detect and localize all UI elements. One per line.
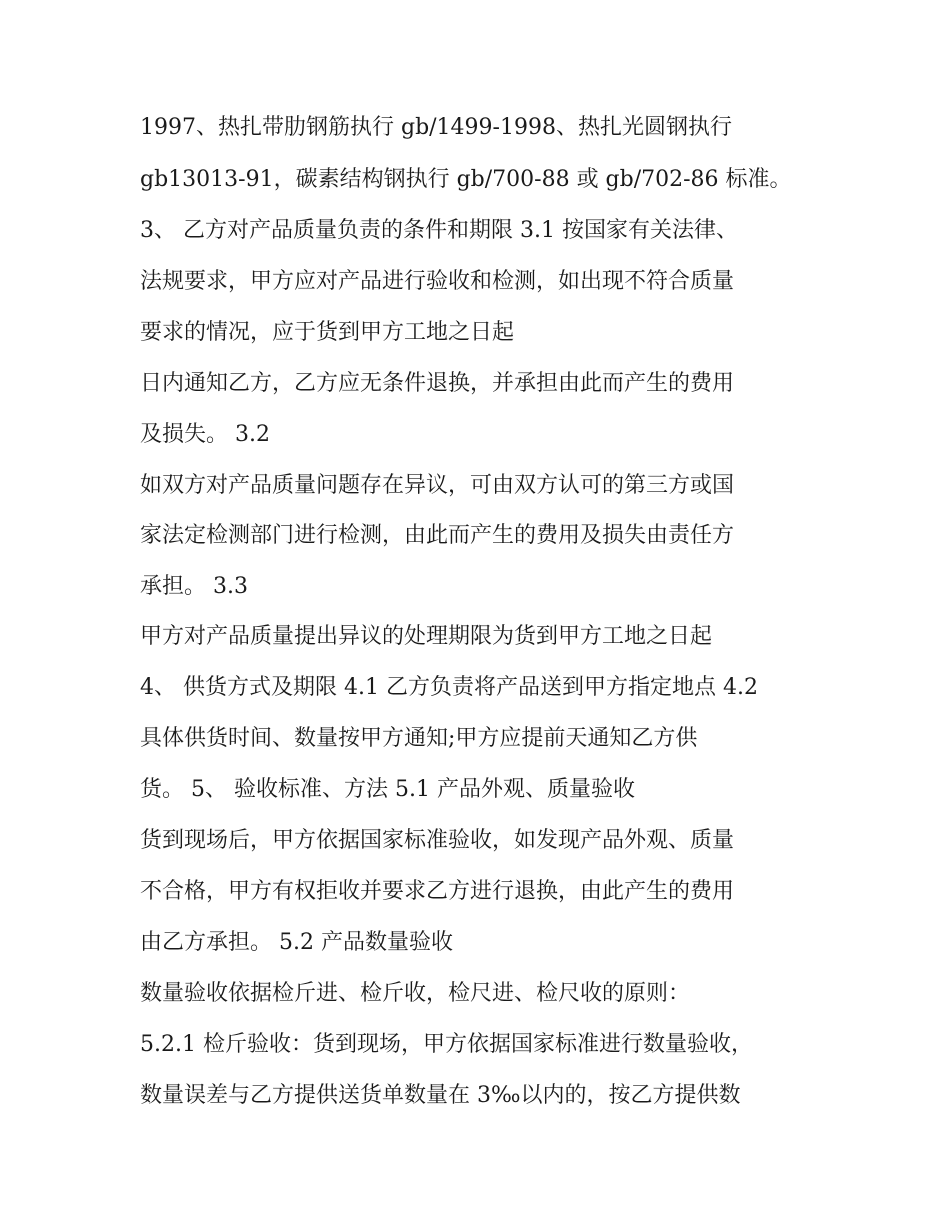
- text-line: 法规要求，甲方应对产品进行验收和检测，如出现不符合质量: [140, 269, 735, 294]
- text-line: 承担。 3.3: [140, 574, 248, 599]
- text-line: 及损失。 3.2: [140, 422, 270, 447]
- text-line: 货。 5、 验收标准、方法 5.1 产品外观、质量验收: [140, 777, 635, 802]
- text-line: 由乙方承担。 5.2 产品数量验收: [140, 930, 453, 955]
- text-line: gb13013-91，碳素结构钢执行 gb/700-88 或 gb/702-86 标准。: [140, 167, 792, 192]
- text-line: 5.2.1 检斤验收：货到现场，甲方依据国家标准进行数量验收，: [140, 1032, 753, 1057]
- text-line: 3、 乙方对产品质量负责的条件和期限 3.1 按国家有关法律、: [140, 218, 738, 243]
- text-line: 数量验收依据检斤进、检斤收，检尺进、检尺收的原则：: [140, 981, 691, 1006]
- text-line: 数量误差与乙方提供送货单数量在 3‰以内的，按乙方提供数: [140, 1083, 741, 1108]
- text-line: 甲方对产品质量提出异议的处理期限为货到甲方工地之日起: [140, 624, 713, 649]
- text-line: 不合格，甲方有权拒收并要求乙方进行退换，由此产生的费用: [140, 879, 735, 904]
- text-line: 如双方对产品质量问题存在异议，可由双方认可的第三方或国: [140, 473, 735, 498]
- text-line: 日内通知乙方，乙方应无条件退换，并承担由此而产生的费用: [140, 371, 735, 396]
- text-line: 货到现场后，甲方依据国家标准验收，如发现产品外观、质量: [140, 828, 735, 853]
- text-line: 家法定检测部门进行检测，由此而产生的费用及损失由责任方: [140, 523, 735, 548]
- text-line: 要求的情况，应于货到甲方工地之日起: [140, 320, 515, 345]
- text-line: 4、 供货方式及期限 4.1 乙方负责将产品送到甲方指定地点 4.2: [140, 675, 758, 700]
- text-line: 1997、热扎带肋钢筋执行 gb/1499-1998、热扎光圆钢执行: [140, 115, 732, 140]
- text-line: 具体供货时间、数量按甲方通知;甲方应提前天通知乙方供: [140, 726, 698, 751]
